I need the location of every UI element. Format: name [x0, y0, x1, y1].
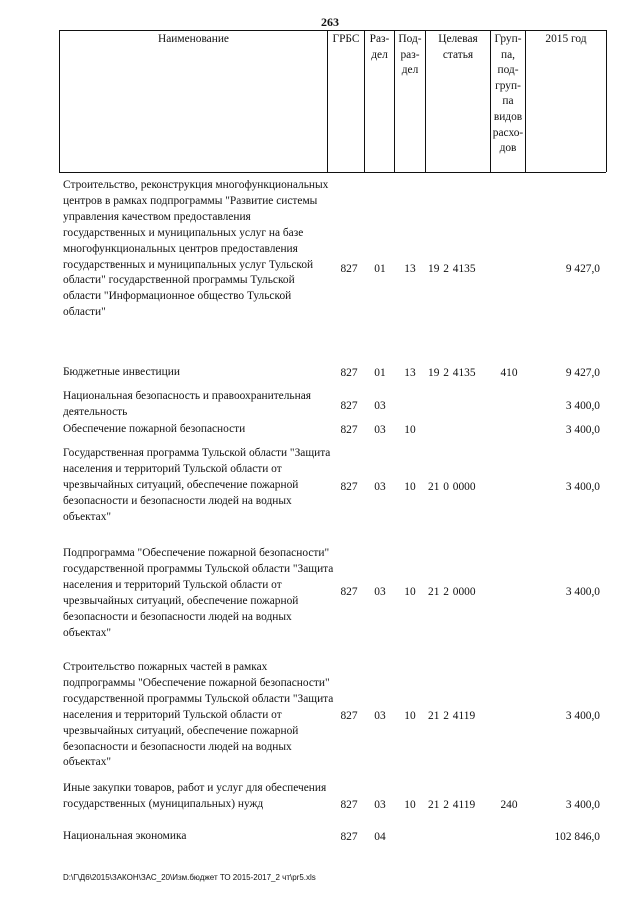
- row-podrazdel: 10: [404, 481, 416, 493]
- row-amount: 3 400,0: [565, 424, 600, 436]
- row-name: Обеспечение пожарной безопасности: [63, 423, 246, 435]
- row-razdel: 03: [374, 799, 386, 811]
- row-amount: 9 427,0: [565, 367, 600, 379]
- header-divider: [59, 30, 60, 172]
- row-podrazdel: 13: [404, 263, 416, 275]
- table-row: [0, 389, 640, 423]
- row-razdel: 03: [374, 586, 386, 598]
- row-name: Иные закупки товаров, работ и услуг для обеспечения государственных (муниципальных) нужд: [63, 782, 327, 810]
- header-razdel: Раз- дел: [369, 33, 390, 61]
- table-row: [0, 446, 640, 528]
- page-number: 263: [321, 15, 339, 29]
- header-bottom-border: [59, 172, 606, 173]
- row-amount: 9 427,0: [565, 263, 600, 275]
- header-year: 2015 год: [545, 33, 587, 45]
- table-row: [0, 546, 640, 644]
- row-podrazdel: 13: [404, 367, 416, 379]
- table-row: [0, 829, 640, 847]
- footer-file-path: D:\Г\Д6\2015\ЗАКОН\ЗАС_20\Изм.бюджет ТО 2015-2017_2 чт\pr5.xls: [63, 873, 316, 882]
- row-amount: 3 400,0: [565, 799, 600, 811]
- row-group: 240: [500, 799, 518, 811]
- row-razdel: 03: [374, 400, 386, 412]
- row-grbs: 827: [340, 400, 358, 412]
- header-top-border: [59, 30, 606, 31]
- row-razdel: 03: [374, 710, 386, 722]
- row-grbs: 827: [340, 481, 358, 493]
- row-podrazdel: 10: [404, 710, 416, 722]
- row-razdel: 01: [374, 367, 386, 379]
- row-grbs: 827: [340, 263, 358, 275]
- row-amount: 3 400,0: [565, 481, 600, 493]
- row-amount: 3 400,0: [565, 586, 600, 598]
- row-name: Национальная экономика: [63, 830, 187, 842]
- row-name: Подпрограмма "Обеспечение пожарной безопасности" государственной программы Тульской области "Защита населения и территорий Тульской области от чрезвычайных ситуаций, обеспечение пожарной безопасности и безопасности людей на водных объектах": [63, 547, 334, 639]
- row-amount: 3 400,0: [565, 710, 600, 722]
- header-target: Целевая статья: [438, 33, 478, 61]
- row-target: 19 2 4135: [428, 367, 476, 379]
- row-name: Государственная программа Тульской области "Защита населения и территорий Тульской области от чрезвычайных ситуаций, обеспечение пожарной безопасности и безопасности людей на водных объектах": [63, 447, 331, 523]
- row-name: Национальная безопасность и правоохранительная деятельность: [63, 390, 312, 418]
- header-podrazdel: Под- раз- дел: [398, 33, 422, 77]
- row-razdel: 04: [374, 831, 386, 843]
- row-podrazdel: 10: [404, 586, 416, 598]
- row-podrazdel: 10: [404, 799, 416, 811]
- table-row: [0, 365, 640, 383]
- row-razdel: 03: [374, 481, 386, 493]
- row-podrazdel: 10: [404, 424, 416, 436]
- row-group: 410: [500, 367, 518, 379]
- header-grbs: ГРБС: [332, 33, 360, 45]
- row-grbs: 827: [340, 424, 358, 436]
- row-grbs: 827: [340, 831, 358, 843]
- row-grbs: 827: [340, 799, 358, 811]
- row-grbs: 827: [340, 710, 358, 722]
- row-razdel: 03: [374, 424, 386, 436]
- table-row: [0, 422, 640, 440]
- header-divider: [606, 30, 607, 172]
- row-grbs: 827: [340, 367, 358, 379]
- row-target: 19 2 4135: [428, 263, 476, 275]
- header-name: Наименование: [158, 33, 229, 45]
- row-target: 21 2 0000: [428, 586, 476, 598]
- row-target: 21 2 4119: [428, 799, 476, 811]
- row-amount: 3 400,0: [565, 400, 600, 412]
- header-divider: [525, 30, 526, 172]
- table-row: [0, 178, 640, 358]
- row-amount: 102 846,0: [554, 831, 600, 843]
- table-row: [0, 781, 640, 831]
- row-grbs: 827: [340, 586, 358, 598]
- row-razdel: 01: [374, 263, 386, 275]
- header-divider: [327, 30, 328, 172]
- row-target: 21 0 0000: [428, 481, 476, 493]
- row-name: Строительство пожарных частей в рамках подпрограммы "Обеспечение пожарной безопасности" государственной программы Тульской области "Защита населения и территорий Тульской области от чрезвычайных ситуаций, обеспечение пожарной безопасности и безопасности людей на водных объектах": [63, 661, 334, 769]
- row-target: 21 2 4119: [428, 710, 476, 722]
- row-name: Бюджетные инвестиции: [63, 366, 180, 378]
- row-name: Строительство, реконструкция многофункциональных центров в рамках подпрограммы "Развитие системы управления качеством предоставления государственных и муниципальных услуг на базе многофункциональных центров предоставления государственных и муниципальных услуг Тульской области" государственной программы Тульской области "Информационное общество Тульской области": [63, 179, 329, 319]
- table-row: [0, 660, 640, 774]
- header-group: Груп- па, под- груп- па видов расхо- дов: [492, 33, 524, 155]
